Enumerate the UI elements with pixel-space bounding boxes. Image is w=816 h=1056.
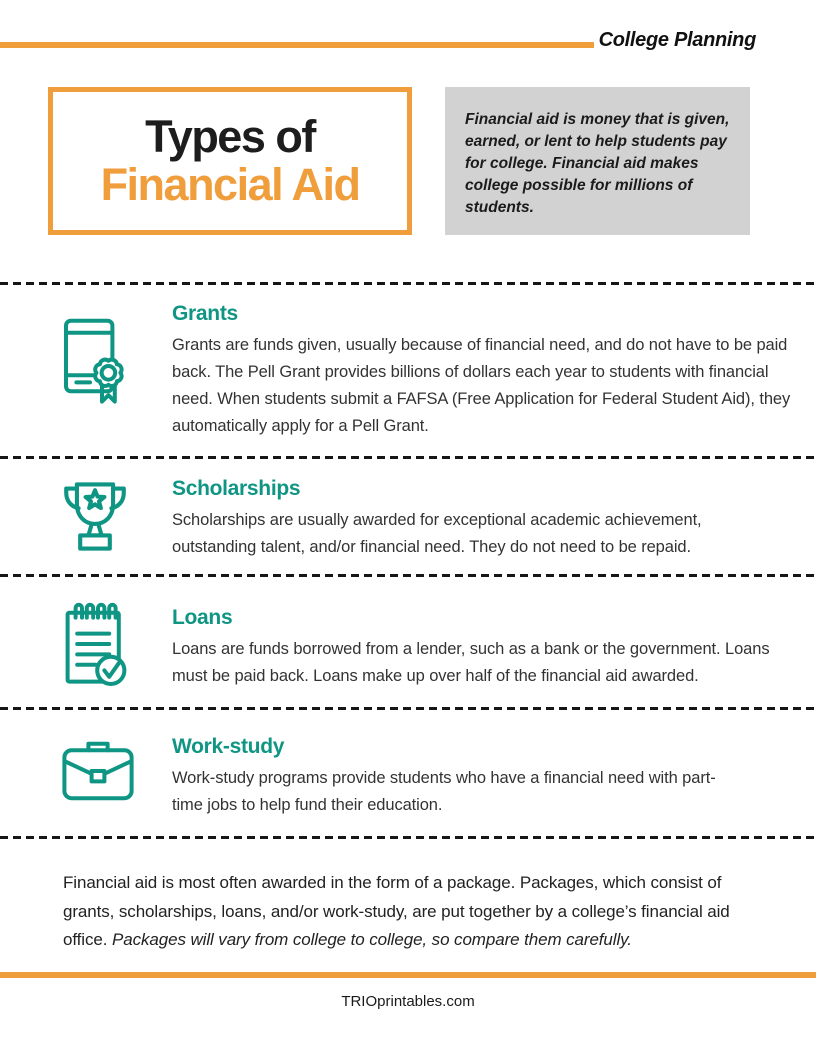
certificate-award-icon <box>58 312 134 412</box>
notepad-check-icon <box>58 598 134 694</box>
section-grants <box>58 302 800 440</box>
dashed-divider <box>0 456 816 459</box>
header-accent-rule <box>0 42 594 48</box>
summary-text-italic: Packages will vary from college to college, so compare them carefully. <box>111 930 632 949</box>
section-body-grants: Grants are funds given, usually because of financial need, and do not have to be paid back. The Pell Grant provides billions of dollars each year to students with financial need. When students submit a FAFSA (Free Application for Federal Student Aid), they automatically apply for a Pell Grant. <box>172 336 791 435</box>
section-body-workstudy: Work-study programs provide students who have a financial need with part-time jobs to help fund their education. <box>172 769 716 814</box>
dashed-divider <box>0 707 816 710</box>
section-body-loans: Loans are funds borrowed from a lender, such as a bank or the government. Loans must be paid back. Loans make up over half of the financial aid awarded. <box>172 640 770 685</box>
summary-text: Financial aid is most often awarded in the form of a package. Packages, which consist of grants, scholarships, loans, and/or work-study, are put together by a college’s financial aid office. <box>63 873 730 949</box>
summary-paragraph <box>63 869 769 955</box>
section-heading-workstudy: Work-study <box>172 735 285 758</box>
section-loans <box>58 606 797 694</box>
header-category-label: College Planning <box>598 29 756 51</box>
section-heading-loans: Loans <box>172 606 233 629</box>
section-scholarships <box>58 477 757 563</box>
dashed-divider <box>0 574 816 577</box>
footer-site-name: TRIOprintables.com <box>341 993 475 1010</box>
trophy-icon <box>58 475 132 563</box>
dashed-divider <box>0 282 816 285</box>
briefcase-icon <box>58 734 138 808</box>
section-body-scholarships: Scholarships are usually awarded for exceptional academic achievement, outstanding talent, and/or financial need. They do not need to be repaid. <box>172 511 702 556</box>
footer-accent-rule <box>0 972 816 978</box>
page-title-line1: Types of <box>145 111 315 163</box>
dashed-divider <box>0 836 816 839</box>
section-workstudy <box>58 735 737 819</box>
section-heading-scholarships: Scholarships <box>172 477 301 500</box>
title-box <box>48 87 412 235</box>
page-title-line2: Financial Aid <box>100 159 360 210</box>
section-heading-grants: Grants <box>172 302 238 325</box>
intro-definition-box: Financial aid is money that is given, earned, or lent to help students pay for college. Financial aid makes college possible for millions of students. <box>445 87 750 235</box>
